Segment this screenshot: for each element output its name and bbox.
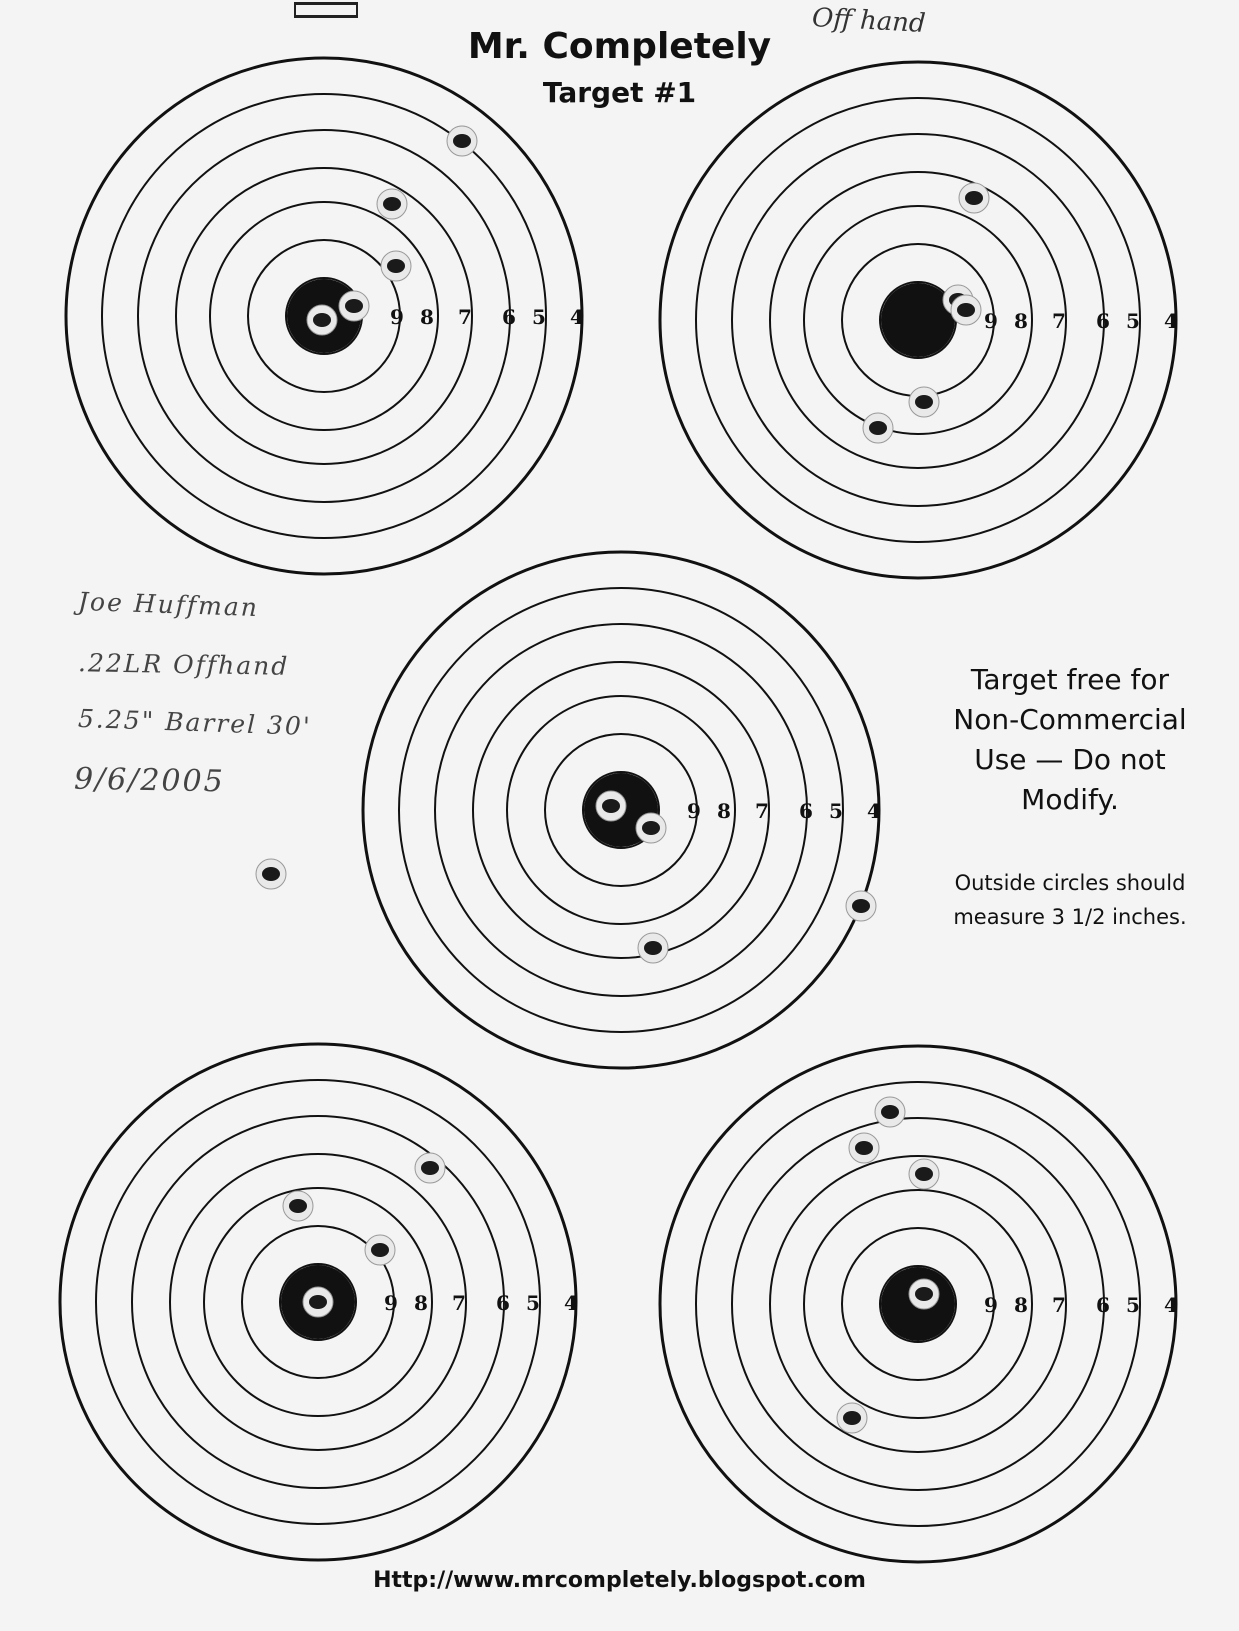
target-bottom-right bbox=[660, 1046, 1178, 1562]
measure-notice-line: Outside circles should bbox=[954, 871, 1186, 895]
page-title: Mr. Completely bbox=[467, 26, 772, 67]
target-top-left bbox=[66, 58, 584, 574]
bullet-hole bbox=[421, 1161, 439, 1175]
usage-notice-line: Modify. bbox=[1021, 783, 1119, 816]
measure-notice bbox=[920, 866, 1220, 934]
bullet-hole bbox=[881, 1105, 899, 1119]
page-subtitle: Target #1 bbox=[542, 76, 697, 109]
handwritten-date: 9/6/2005 bbox=[73, 761, 226, 800]
usage-notice-line: Non-Commercial bbox=[953, 703, 1187, 736]
handwritten-barrel-distance: 5.25" Barrel 30' bbox=[77, 703, 313, 742]
ring-score-label: 8 bbox=[717, 799, 731, 823]
ring-score-label: 8 bbox=[1014, 309, 1028, 333]
bullet-hole bbox=[852, 899, 870, 913]
footer-url: Http://www.mrcompletely.blogspot.com bbox=[373, 1568, 866, 1593]
ring-score-label: 5 bbox=[526, 1291, 540, 1315]
ring-score-label: 9 bbox=[384, 1291, 398, 1315]
ring-score-label: 7 bbox=[755, 799, 769, 823]
ring-score-label: 9 bbox=[390, 305, 404, 329]
ring-score-label: 6 bbox=[1096, 309, 1110, 333]
bullet-hole bbox=[869, 421, 887, 435]
bullet-hole bbox=[345, 299, 363, 313]
ring-score-label: 6 bbox=[799, 799, 813, 823]
target-center bbox=[256, 552, 881, 1068]
ring-score-label: 6 bbox=[496, 1291, 510, 1315]
ring-score-label: 5 bbox=[532, 305, 546, 329]
ring-score-label: 5 bbox=[829, 799, 843, 823]
ring-score-label: 9 bbox=[984, 309, 998, 333]
bullet-hole bbox=[642, 821, 660, 835]
bullet-hole bbox=[965, 191, 983, 205]
bullet-hole bbox=[309, 1295, 327, 1309]
bullet-hole bbox=[313, 313, 331, 327]
ring-score-label: 9 bbox=[687, 799, 701, 823]
ring-score-label: 4 bbox=[1164, 1293, 1178, 1317]
ring-score-label: 9 bbox=[984, 1293, 998, 1317]
ring-score-label: 5 bbox=[1126, 1293, 1140, 1317]
bullet-hole bbox=[915, 1167, 933, 1181]
usage-notice-line: Target free for bbox=[970, 663, 1170, 696]
bullet-hole bbox=[915, 395, 933, 409]
ring-score-label: 7 bbox=[452, 1291, 466, 1315]
ring-score-label: 7 bbox=[458, 305, 472, 329]
bullet-hole bbox=[855, 1141, 873, 1155]
bullet-hole bbox=[383, 197, 401, 211]
corner-handwritten-note: Off hand bbox=[811, 3, 927, 39]
ring-score-label: 8 bbox=[414, 1291, 428, 1315]
measure-notice-line: measure 3 1/2 inches. bbox=[953, 905, 1187, 929]
ring-score-label: 7 bbox=[1052, 309, 1066, 333]
ring-score-label: 4 bbox=[564, 1291, 578, 1315]
handwritten-shooter-name: Joe Huffman bbox=[77, 586, 260, 623]
usage-notice bbox=[920, 660, 1220, 820]
bullet-hole bbox=[644, 941, 662, 955]
ring-score-label: 6 bbox=[502, 305, 516, 329]
ring-score-label: 4 bbox=[867, 799, 881, 823]
handwritten-caliber: .22LR Offhand bbox=[77, 648, 290, 681]
target-top-right bbox=[660, 62, 1178, 578]
bullet-hole bbox=[915, 1287, 933, 1301]
ring-score-label: 5 bbox=[1126, 309, 1140, 333]
usage-notice-line: Use — Do not bbox=[974, 743, 1166, 776]
ring-score-label: 8 bbox=[420, 305, 434, 329]
ring-score-label: 7 bbox=[1052, 1293, 1066, 1317]
ring-score-label: 8 bbox=[1014, 1293, 1028, 1317]
ring-score-label: 4 bbox=[570, 305, 584, 329]
bullet-hole bbox=[957, 303, 975, 317]
target-bottom-left bbox=[60, 1044, 578, 1560]
bullet-hole bbox=[371, 1243, 389, 1257]
bullet-hole bbox=[289, 1199, 307, 1213]
bullet-hole bbox=[453, 134, 471, 148]
bullet-hole bbox=[602, 799, 620, 813]
bullet-hole bbox=[387, 259, 405, 273]
ring-score-label: 6 bbox=[1096, 1293, 1110, 1317]
bullet-hole bbox=[262, 867, 280, 881]
bullet-hole bbox=[843, 1411, 861, 1425]
ring-score-label: 4 bbox=[1164, 309, 1178, 333]
